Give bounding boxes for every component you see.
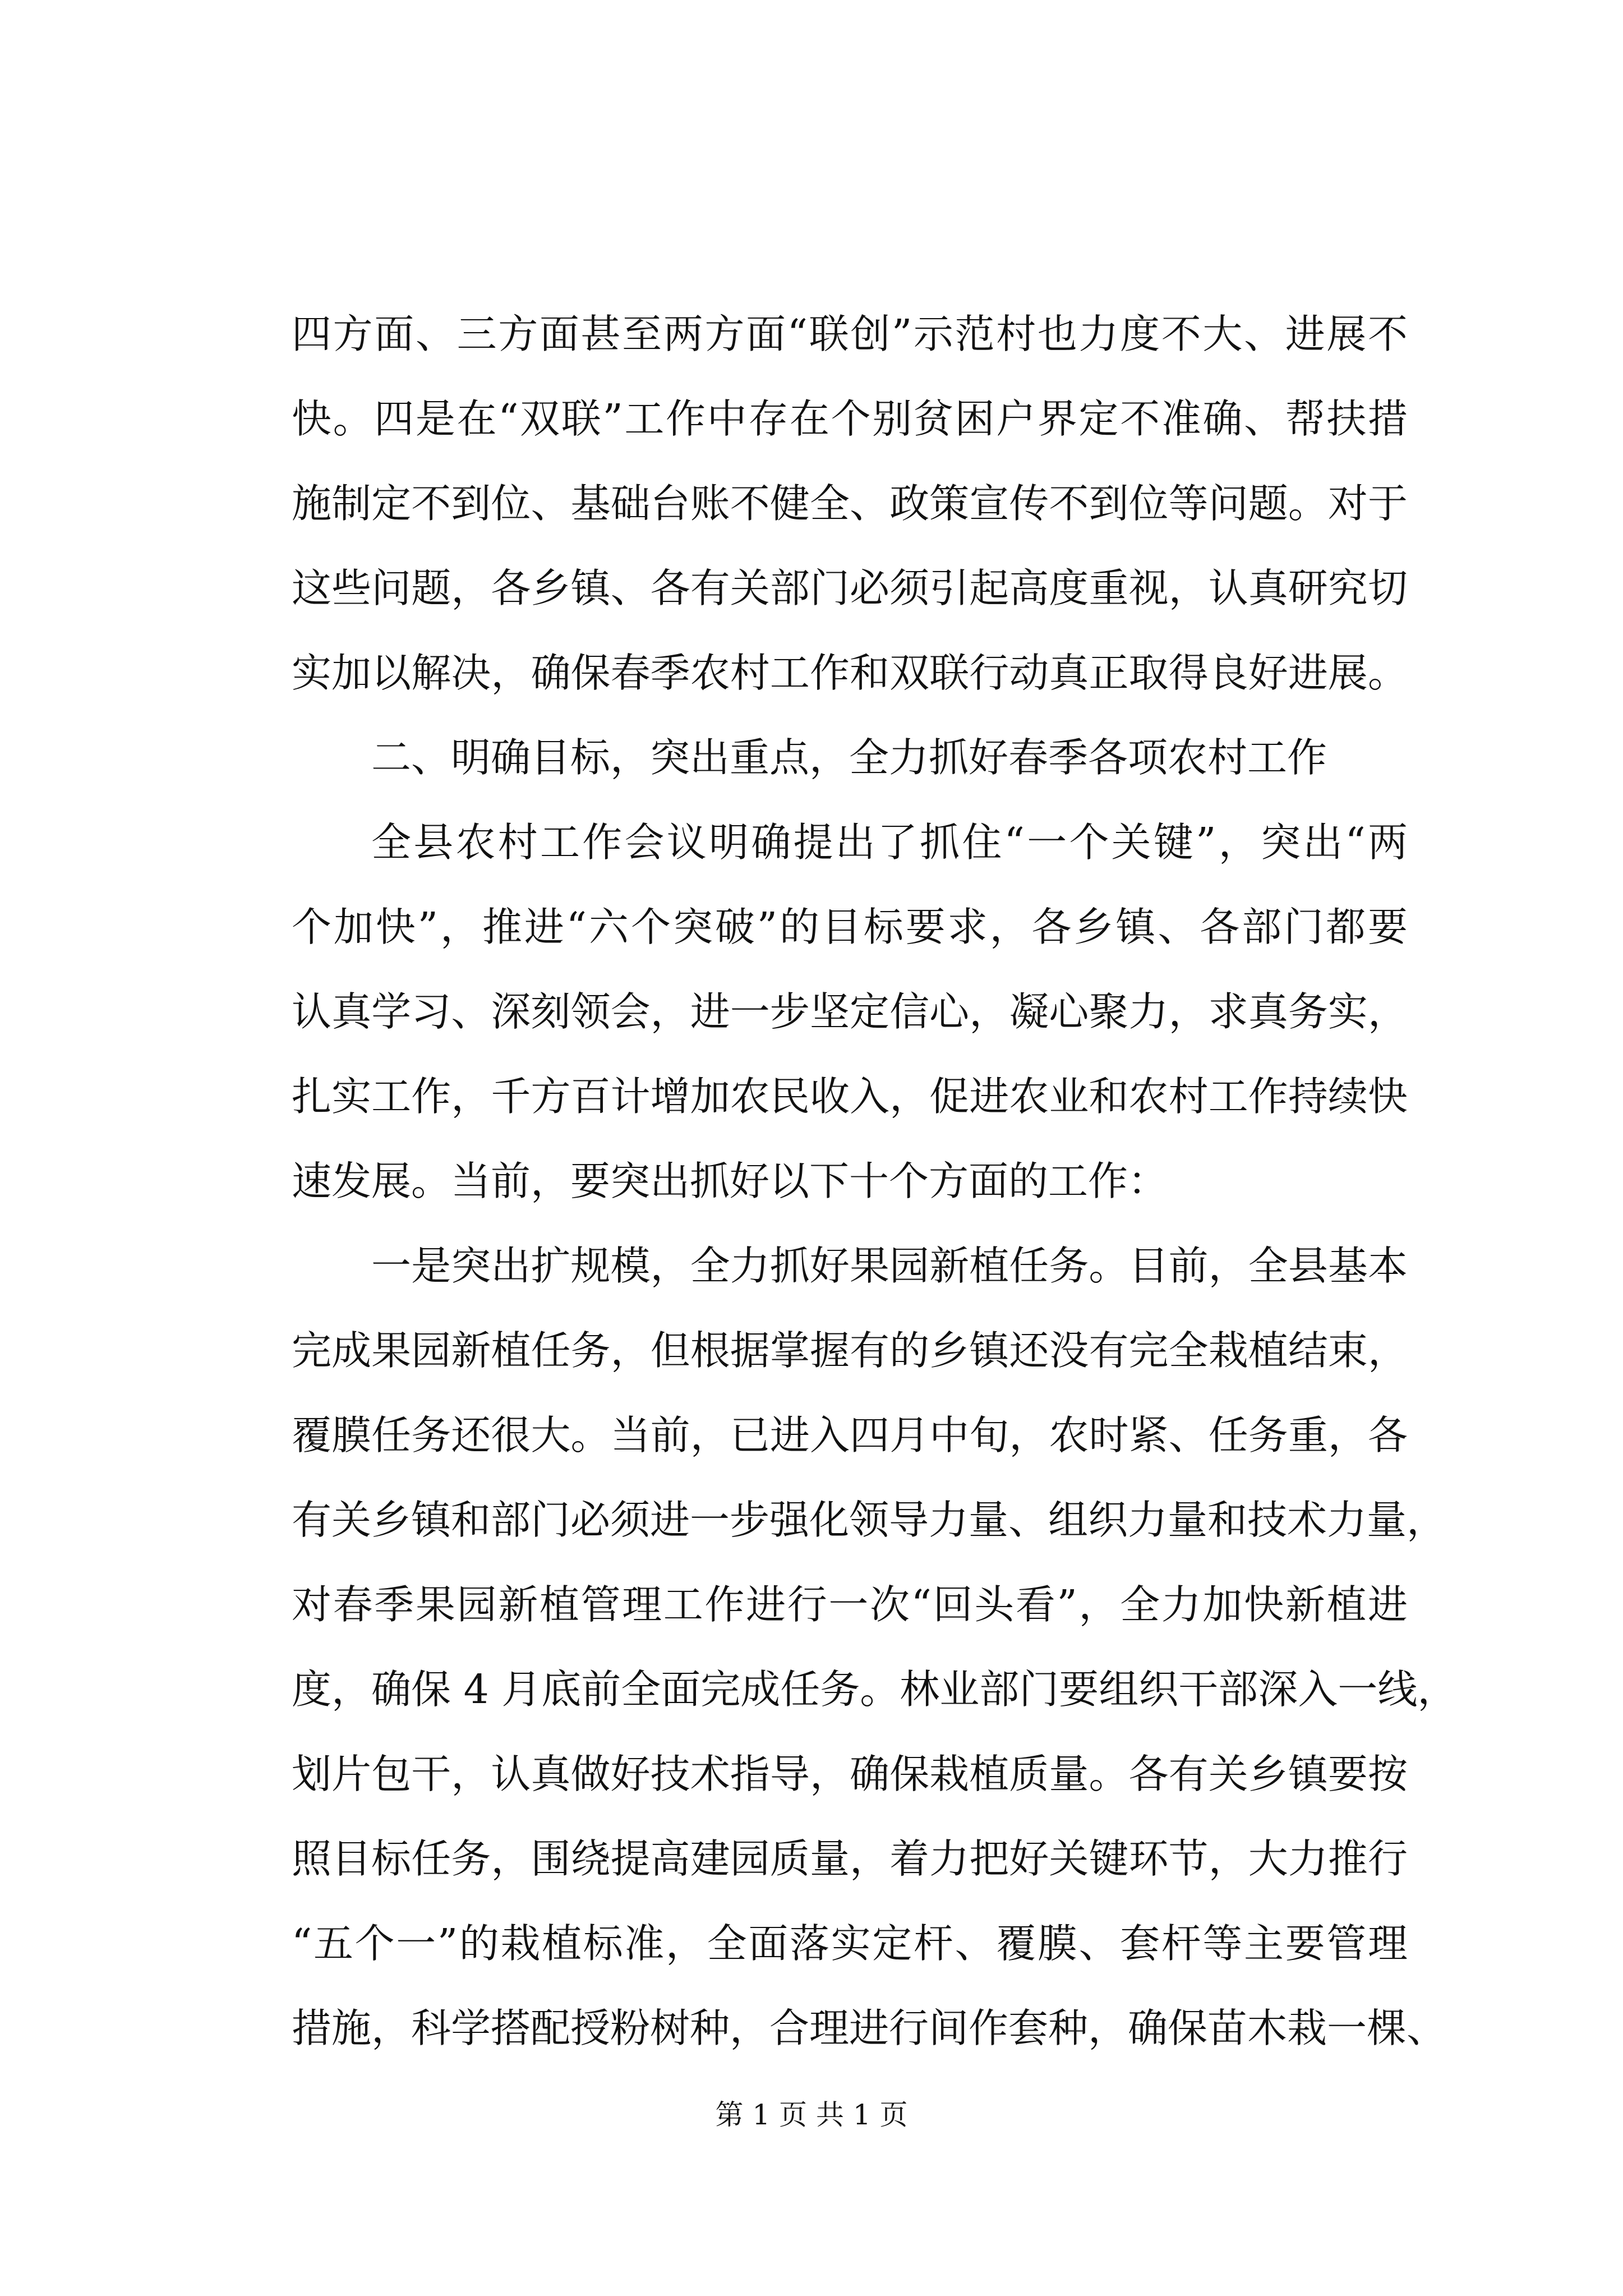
- text-line: 扎实工作，千方百计增加农民收入，促进农业和农村工作持续快: [292, 1073, 1408, 1120]
- text-line: 完成果园新植任务，但根据掌握有的乡镇还没有完全栽植结束，: [292, 1327, 1408, 1374]
- text-line: 这些问题，各乡镇、各有关部门必须引起高度重视，认真研究切: [292, 565, 1408, 611]
- page-number-footer: 第 1 页 共 1 页: [715, 2099, 908, 2131]
- text-line: 对春季果园新植管理工作进行一次“回头看”，全力加快新植进: [292, 1581, 1408, 1628]
- text-line: 快。四是在“双联”工作中存在个别贫困户界定不准确、帮扶措: [292, 395, 1408, 442]
- text-line: 施制定不到位、基础台账不健全、政策宣传不到位等问题。对于: [292, 480, 1408, 527]
- paragraph-first-line: 全县农村工作会议明确提出了抓住“一个关键”，突出“两: [371, 819, 1408, 866]
- section-heading: 二、明确目标，突出重点，全力抓好春季各项农村工作: [371, 734, 1327, 781]
- text-line: 认真学习、深刻领会，进一步坚定信心，凝心聚力，求真务实，: [292, 988, 1408, 1035]
- text-line: 覆膜任务还很大。当前，已进入四月中旬，农时紧、任务重，各: [292, 1412, 1408, 1458]
- text-line: 划片包干，认真做好技术指导，确保栽植质量。各有关乡镇要按: [292, 1751, 1408, 1797]
- text-line: 措施，科学搭配授粉树种，合理进行间作套种，确保苗木栽一棵、: [292, 2005, 1447, 2051]
- text-line: 四方面、三方面甚至两方面“联创”示范村也力度不大、进展不: [292, 311, 1408, 357]
- paragraph-last-line: 速发展。当前，要突出抓好以下十个方面的工作：: [292, 1158, 1168, 1204]
- paragraph-first-line: 一是突出扩规模，全力抓好果园新植任务。目前，全县基本: [371, 1243, 1408, 1289]
- document-body: [292, 292, 1458, 2070]
- text-line: 照目标任务，围绕提高建园质量，着力把好关键环节，大力推行: [292, 1835, 1408, 1882]
- text-line: “五个一”的栽植标准，全面落实定杆、覆膜、套杆等主要管理: [292, 1920, 1408, 1967]
- text-line: 度，确保 4 月底前全面完成任务。林业部门要组织干部深入一线，: [292, 1666, 1458, 1713]
- text-line: 个加快”，推进“六个突破”的目标要求，各乡镇、各部门都要: [292, 904, 1408, 950]
- text-line: 有关乡镇和部门必须进一步强化领导力量、组织力量和技术力量，: [292, 1497, 1447, 1543]
- text-line: 实加以解决，确保春季农村工作和双联行动真正取得良好进展。: [292, 650, 1408, 696]
